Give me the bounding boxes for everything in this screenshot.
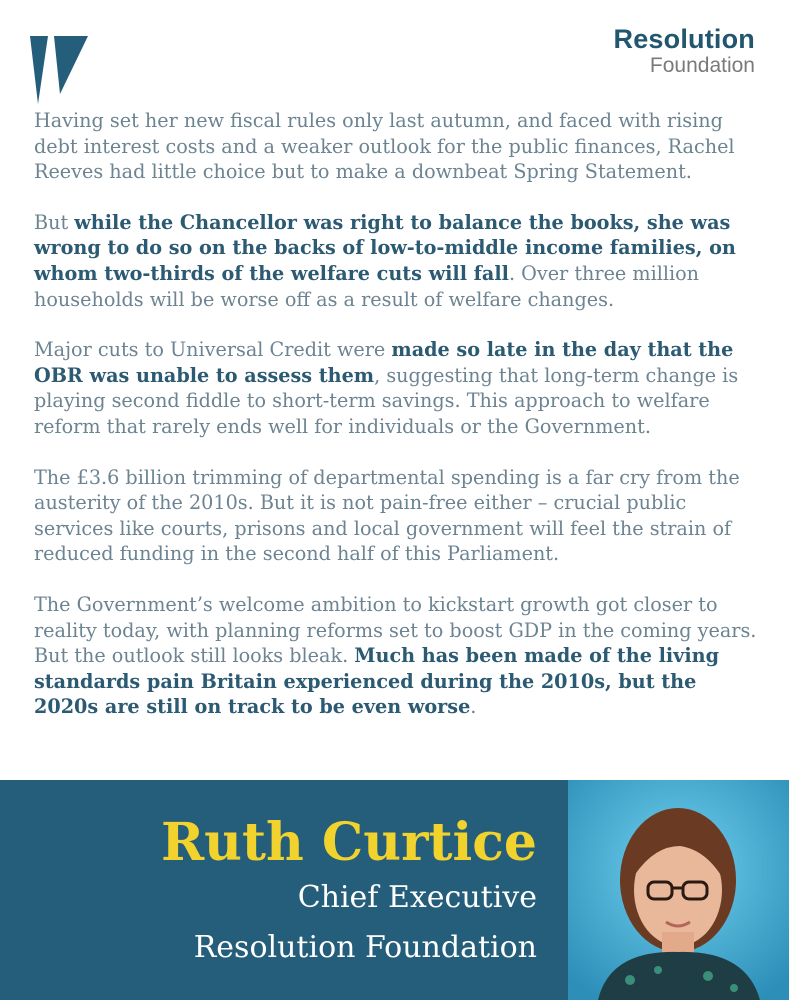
paragraph-text: Major cuts to Universal Credit were xyxy=(34,338,392,362)
paragraph-emphasis: made so late in the day that the OBR was unable to assess them xyxy=(34,338,734,387)
paragraph-emphasis: while the Chancellor was right to balance the books, she was wrong to do so on the backs of low-to-middle income families, on whom two-thirds of the welfare cuts will fall xyxy=(34,210,736,285)
paragraph-text: Having set her new fiscal rules only last autumn, and faced with rising debt interest costs and a weaker outlook for the public finances, Rachel Reeves had little choice but to make a downbeat Spring Statement. xyxy=(34,109,735,184)
paragraph-text: . Over three million households will be worse off as a result of welfare changes. xyxy=(34,261,700,311)
paragraph-text: The £3.6 billion trimming of departmental spending is a far cry from the austerity of the 2010s. But it is not pain-free either – crucial public services like courts, prisons and local government will feel the strain of reduced funding in the second half of this Parliament. xyxy=(34,465,740,566)
paragraph-text: But xyxy=(34,210,75,234)
logo-line-1: Resolution xyxy=(613,24,755,54)
paragraph-text: . xyxy=(470,695,477,719)
resolution-foundation-logo xyxy=(614,26,756,76)
author-photo xyxy=(568,780,789,1000)
paragraph-2 xyxy=(34,210,760,312)
paragraph-text: The Government’s welcome ambition to kickstart growth got closer to reality today, with planning reforms set to boost GDP in the coming years. But the outlook still looks bleak. xyxy=(34,592,757,668)
author-organisation: Resolution Foundation xyxy=(193,930,537,965)
paragraph-emphasis: Much has been made of the living standards pain Britain experienced during the 2010s, but the 2020s are still on track to be even worse xyxy=(34,644,719,719)
author-role: Chief Executive xyxy=(297,880,537,915)
paragraph-4 xyxy=(34,465,760,567)
statement-body xyxy=(34,108,760,745)
paragraph-text: , suggesting that long-term change is playing second fiddle to short-term savings. This approach to welfare reform that rarely ends well for individuals or the Government. xyxy=(34,363,739,438)
logo-line-2: Foundation xyxy=(649,54,755,77)
quote-mark-icon xyxy=(30,36,88,104)
paragraph-3 xyxy=(34,337,760,439)
author-name: Ruth Curtice xyxy=(160,812,537,873)
paragraph-5 xyxy=(34,592,760,720)
paragraph-1 xyxy=(34,108,760,185)
